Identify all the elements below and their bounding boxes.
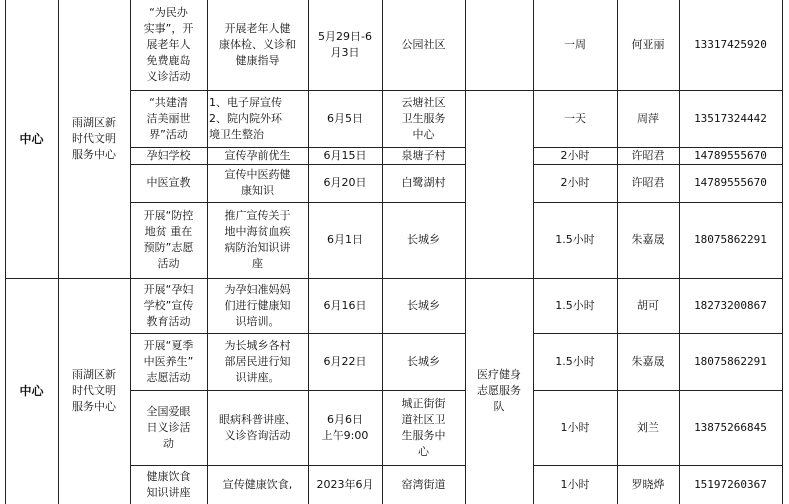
contact-cell: 朱嘉晟 [631,354,665,368]
date-cell: 6月5日 [327,111,363,125]
phone-cell: 13875266845 [694,420,767,434]
level-cell: 中心 [19,132,44,146]
date-cell: 6月1日 [327,233,363,246]
date-cell: 5月29日-6 月3日 [318,30,372,59]
location-cell: 泉塘子村 [401,148,446,162]
unit-cell: 雨湖区新 时代文明 服务中心 [72,368,116,413]
content-cell: 1、电子屏宣传 2、院内院外环 境卫生整治 [209,95,282,141]
activity-cell: “共建清 洁美丽世 界”活动 [146,95,191,141]
location-cell: 长城乡 [407,298,440,312]
content-cell: 宣传健康饮食, [222,477,293,491]
contact-cell: 罗晓烨 [631,477,665,491]
date-cell: 6月16日 [323,298,367,312]
content-cell: 为孕妇准妈妈 们进行健康知 识培训。 [224,282,291,328]
activity-cell: 开展“夏季 中医养生” 志愿活动 [143,338,194,384]
activity-cell: 全国爱眼 日义诊活 动 [146,404,191,450]
activity-cell: 开展“防控 地贫 重在 预防”志愿 活动 [143,209,194,270]
phone-cell: 15197260367 [694,477,767,491]
duration-cell: 1.5小时 [555,298,595,312]
duration-cell: 1小时 [560,420,590,434]
content-cell: 眼病科普讲座、 义诊咨询活动 [219,412,296,442]
level-cell: 中心 [19,384,44,398]
phone-cell: 14789555670 [694,148,767,162]
activity-cell: 中医宣教 [146,176,191,189]
content-cell: 宣传孕前优生 [224,148,291,162]
content-cell: 开展老年人健 康体检、义诊和 健康指导 [219,22,296,67]
location-cell: 长城乡 [407,233,440,246]
unit-cell: 雨湖区新 时代文明 服务中心 [72,116,116,161]
phone-cell: 18273200867 [694,298,767,312]
date-cell: 6月20日 [323,176,367,189]
contact-cell: 许昭君 [631,148,665,162]
content-cell: 推广宣传关于 地中海贫血疾 病防治知识讲 座 [224,209,291,270]
contact-cell: 胡可 [637,298,659,312]
grid-line [782,0,783,504]
activity-cell: “为民办 实事”，开 展老年人 免费鹿岛 义诊活动 [143,6,194,83]
contact-cell: 许昭君 [631,176,665,189]
phone-cell: 18075862291 [694,354,767,368]
duration-cell: 1.5小时 [555,233,595,246]
duration-cell: 一天 [564,111,586,125]
location-cell: 白鹭湖村 [401,176,446,189]
phone-cell: 13517324442 [694,111,767,125]
location-cell: 窑湾街道 [401,477,446,491]
contact-cell: 何亚丽 [631,38,665,51]
phone-cell: 18075862291 [694,233,767,246]
duration-cell: 2小时 [560,176,590,189]
contact-cell: 朱嘉晟 [631,233,665,246]
activity-cell: 开展“孕妇 学校”宣传 教育活动 [143,282,194,328]
location-cell: 城正街街 道社区卫 生服务中 心 [401,396,446,458]
duration-cell: 一周 [564,38,586,51]
date-cell: 6月6日 上午9:00 [321,412,369,442]
date-cell: 2023年6月 [316,477,374,491]
duration-cell: 1小时 [560,477,590,491]
activity-cell: 健康饮食 知识讲座 [146,469,191,499]
date-cell: 6月22日 [323,354,367,368]
date-cell: 6月15日 [323,148,367,162]
duration-cell: 1.5小时 [555,354,595,368]
location-cell: 长城乡 [407,354,440,368]
volunteer-team-cell [465,0,533,278]
contact-cell: 周萍 [637,111,659,125]
activity-cell: 孕妇学校 [146,148,191,162]
duration-cell: 2小时 [560,148,590,162]
phone-cell: 14789555670 [694,176,767,189]
volunteer-team-cell: 医疗健身 志愿服务 队 [477,368,521,413]
location-cell: 云塘社区 卫生服务 中心 [401,95,446,141]
location-cell: 公园社区 [401,38,446,51]
content-cell: 为长城乡各村 部居民进行知 识讲座。 [224,338,291,384]
content-cell: 宣传中医药健 康知识 [224,168,291,197]
contact-cell: 刘兰 [637,420,659,434]
phone-cell: 13317425920 [694,38,767,51]
